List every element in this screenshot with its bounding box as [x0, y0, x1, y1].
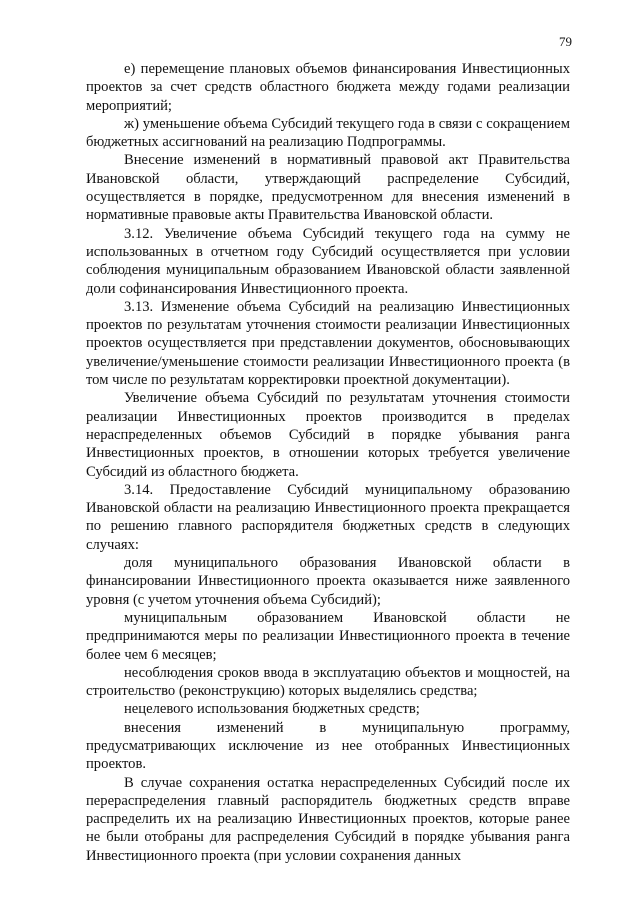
- paragraph-amendment-procedure: Внесение изменений в нормативный правовой акт Правительства Ивановской области, утверждающий распределение Субсидий, осуществляется в порядке, предусмотренном для внесения изменений в нормативные правовые акты Правительства Ивановской области.: [86, 152, 570, 224]
- paragraph-3-14: 3.14. Предоставление Субсидий муниципальному образованию Ивановской области на реализацию Инвестиционного проекта прекращается по решению главного распорядителя бюджетных средств в следующих случаях:: [86, 481, 570, 553]
- paragraph-case-program-change: внесения изменений в муниципальную программу, предусматривающих исключение из нее отобранных Инвестиционных проектов.: [86, 719, 570, 773]
- page-number: 79: [559, 34, 572, 49]
- paragraph-case-misuse: нецелевого использования бюджетных средств;: [124, 701, 420, 718]
- paragraph-3-12: 3.12. Увеличение объема Субсидий текущего года на сумму не использованных в отчетном году Субсидий осуществляется при условии соблюдения муниципальным образованием Ивановской области заявленной доли софинансирования Инвестиционного проекта.: [86, 225, 570, 297]
- paragraph-case-no-measures: муниципальным образованием Ивановской области не предпринимаются меры по реализации Инвестиционного проекта в течение более чем 6 месяцев;: [86, 609, 570, 663]
- document-body: [86, 60, 570, 865]
- paragraph-case-deadlines: несоблюдения сроков ввода в эксплуатацию объектов и мощностей, на строительство (реконструкцию) которых выделялись средства;: [86, 664, 570, 700]
- paragraph-subsidy-increase: Увеличение объема Субсидий по результатам уточнения стоимости реализации Инвестиционных проектов производится в пределах нераспределенных объемов Субсидий в порядке убывания ранга Инвестиционных проектов, в отношении которых требуется увеличение Субсидий из областного бюджета.: [86, 390, 570, 480]
- paragraph-case-share: доля муниципального образования Ивановской области в финансировании Инвестиционного проекта оказывается ниже заявленного уровня (с учетом уточнения объема Субсидий);: [86, 555, 570, 608]
- paragraph-item-zh: ж) уменьшение объема Субсидий текущего года в связи с сокращением бюджетных ассигнований на реализацию Подпрограммы.: [86, 115, 570, 151]
- paragraph-remaining-subsidies: В случае сохранения остатка нераспределенных Субсидий после их перераспределения главный распорядитель бюджетных средств вправе распределить их на реализацию Инвестиционных проектов, которые ранее не были отобраны для распределения Субсидий в порядке убывания ранга Инвестиционного проекта (при условии сохранения данных: [86, 774, 570, 864]
- paragraph-3-13: 3.13. Изменение объема Субсидий на реализацию Инвестиционных проектов по результатам уточнения стоимости реализации Инвестиционных проектов осуществляется при представлении документов, обосновывающих увеличение/уменьшение стоимости реализации Инвестиционного проекта (в том числе по результатам корректировки проектной документации).: [86, 298, 570, 389]
- paragraph-item-e: е) перемещение плановых объемов финансирования Инвестиционных проектов за счет средств областного бюджета между годами реализации мероприятий;: [86, 61, 570, 114]
